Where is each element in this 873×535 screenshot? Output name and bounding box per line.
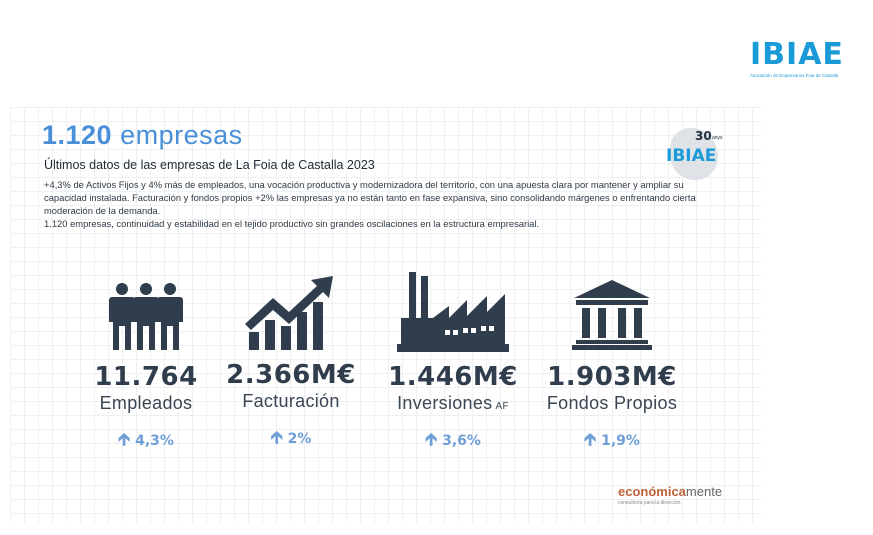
bank-icon: [572, 280, 652, 350]
page-subtitle: Últimos datos de las empresas de La Foia de Castalla 2023: [44, 158, 375, 172]
ibiae-logo-tagline: Asociación de Empresarios Foia de Castalla: [750, 73, 839, 78]
headline-text: empresas: [120, 120, 243, 150]
description-paragraph: +4,3% de Activos Fijos y 4% más de empleados, una vocación productiva y modernizadora del territorio, con una apuesta clara por mantener y ampliar su capacidad instalada. Facturación y fondos propios +2% las empresas ya no están tanto en fase expansiva, sino consolidando márgenes o enfrentando cierta moderación de la demanda.: [44, 179, 696, 216]
economicamente-logo-part1: económica: [618, 484, 686, 499]
stat-investments: [373, 272, 533, 456]
stat-label-text: Fondos Propios: [546, 393, 678, 413]
arrow-up-icon: 🡱: [584, 430, 597, 450]
badge-name: IBIAE: [666, 146, 717, 166]
stat-value: 1.903M€: [547, 362, 677, 392]
stat-label-text: Facturación: [242, 391, 340, 411]
factory-icon: [397, 272, 509, 352]
stat-equity: [532, 280, 692, 456]
arrow-up-icon: 🡱: [425, 430, 438, 450]
economicamente-logo-part2: mente: [685, 484, 723, 499]
description-paragraph: 1.120 empresas, continuidad y estabilidad en el tejido productivo sin grandes oscilaciones en la estructura empresarial.: [44, 218, 540, 229]
headline-number: 1.120: [42, 120, 113, 150]
badge-years: 30: [695, 129, 712, 143]
arrow-up-icon: 🡱: [270, 428, 283, 448]
stat-change: [373, 427, 533, 456]
stat-revenue: [211, 276, 371, 454]
ibiae-logo: [750, 37, 854, 82]
stat-change-value: 1,9%: [601, 433, 640, 449]
stat-label: [66, 393, 226, 414]
page-title: [42, 120, 243, 151]
stat-employees: [66, 282, 226, 456]
stat-value: 11.764: [94, 362, 198, 392]
stat-label-suffix: AF: [495, 401, 509, 412]
stat-change-value: 2%: [287, 431, 312, 447]
anniversary-badge: [662, 126, 728, 182]
stat-change: [66, 427, 226, 456]
badge-years-unit: anys: [712, 135, 723, 141]
stat-change: [211, 425, 371, 454]
economicamente-logo: [618, 484, 722, 506]
stat-change-value: 4,3%: [135, 433, 174, 449]
stat-label: [373, 393, 533, 414]
stat-value: 1.446M€: [388, 362, 518, 392]
growth-chart-icon: [243, 276, 339, 352]
ibiae-logo-mark: IBIAE: [750, 37, 844, 72]
stat-label: [211, 391, 371, 412]
stat-change: [532, 427, 692, 456]
stat-label-text: Empleados: [99, 393, 193, 413]
stat-change-value: 3,6%: [442, 433, 481, 449]
economicamente-logo-tagline: consultoría para la dirección: [618, 500, 681, 506]
people-icon: [106, 282, 186, 352]
stat-label: [532, 393, 692, 414]
arrow-up-icon: 🡱: [118, 430, 131, 450]
stat-value: 2.366M€: [226, 360, 356, 390]
economicamente-logo-wordmark: [618, 484, 722, 499]
stat-label-text: Inversiones: [397, 393, 493, 413]
description: [44, 178, 704, 230]
